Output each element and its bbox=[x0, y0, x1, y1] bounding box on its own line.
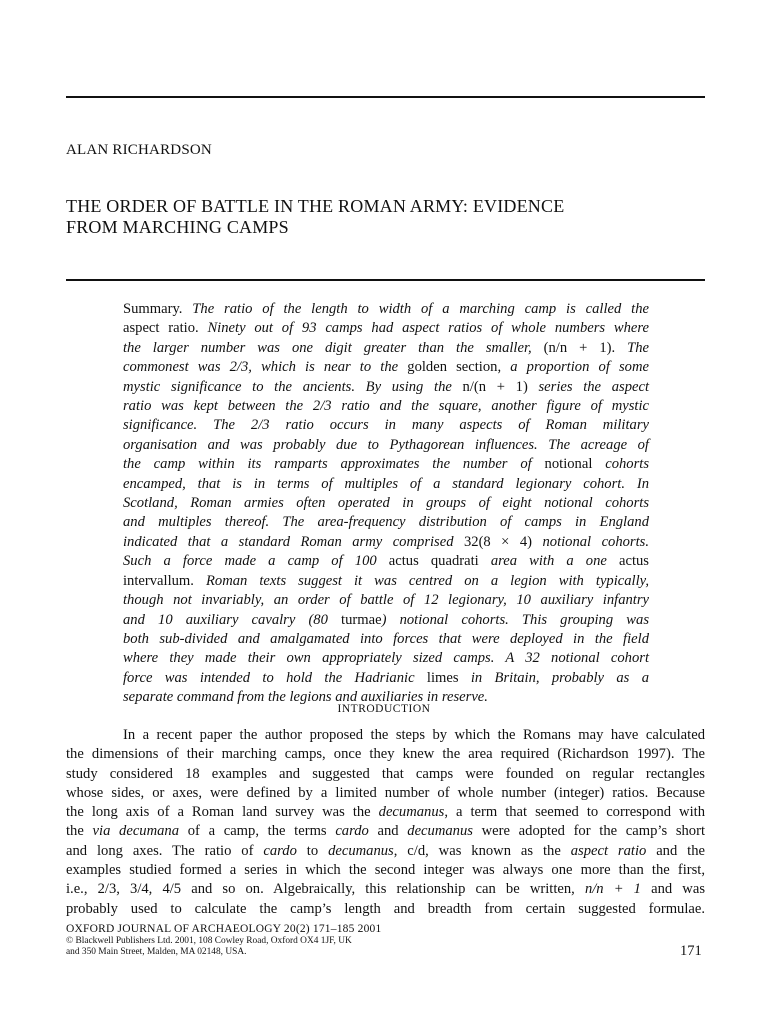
intro-line bbox=[66, 822, 705, 841]
intro-text-run: cardo bbox=[263, 842, 307, 859]
intro-text-run: examples studied formed a series in which the second integer was always one more than the first, bbox=[66, 862, 705, 879]
intro-line bbox=[66, 745, 705, 764]
section-heading-introduction: INTRODUCTION bbox=[337, 703, 431, 715]
intro-line bbox=[66, 861, 705, 880]
intro-text-run: aspect ratio bbox=[570, 842, 657, 859]
intro-line bbox=[66, 900, 705, 919]
summary-text-run: where they made their own appropriately sized camps. A 32 notional cohort bbox=[123, 650, 649, 667]
publisher-info bbox=[66, 936, 352, 958]
summary-text-run: golden section bbox=[407, 359, 498, 376]
summary-text-run: n/(n + 1) bbox=[462, 378, 539, 395]
summary-line bbox=[123, 436, 649, 455]
summary-text-run: cohorts bbox=[605, 456, 650, 473]
summary-text-run: series the aspect bbox=[538, 378, 650, 395]
summary-line bbox=[123, 397, 649, 416]
intro-text-run: n/n + 1 bbox=[584, 881, 652, 898]
intro-text-run: and the bbox=[656, 842, 706, 859]
intro-text-run: the dimensions of their marching camps, once they knew the area required (Richardson 1997). The bbox=[66, 746, 705, 763]
title-line: THE ORDER OF BATTLE IN THE ROMAN ARMY: EVIDENCE bbox=[66, 196, 565, 216]
title-line: FROM MARCHING CAMPS bbox=[66, 217, 289, 237]
summary-text-run: mystic significance to the ancients. By using the bbox=[123, 378, 463, 395]
summary-text-run: though not invariably, an order of battle of 12 legionary, 10 auxiliary infantry bbox=[123, 592, 649, 609]
summary-line bbox=[123, 455, 649, 474]
publisher-line: © Blackwell Publishers Ltd. 2001, 108 Cowley Road, Oxford OX4 1JF, UK bbox=[66, 936, 352, 946]
summary-line bbox=[123, 513, 649, 532]
summary-text-run: Ninety out of 93 camps had aspect ratios of whole numbers where bbox=[207, 320, 649, 337]
summary-text-run: the larger number was one digit greater than the smaller, bbox=[123, 339, 544, 356]
summary-text-run: in Britain, probably as a bbox=[470, 669, 649, 686]
summary-line bbox=[123, 533, 649, 552]
summary-text-run: Summary. bbox=[123, 301, 183, 317]
intro-text-run: to bbox=[306, 842, 329, 859]
summary-text-run: notional cohorts. bbox=[542, 533, 649, 550]
introduction-body bbox=[66, 726, 705, 919]
intro-text-run: , a term that seemed to correspond with bbox=[444, 804, 705, 821]
page-number: 171 bbox=[680, 943, 702, 959]
title-rule bbox=[66, 279, 705, 281]
intro-text-run: the long axis of a Roman land survey was the bbox=[66, 804, 379, 821]
summary-line bbox=[123, 339, 649, 358]
summary-text-run: organisation and was probably due to Pythagorean influences. The acreage of bbox=[123, 436, 649, 453]
summary-line bbox=[123, 494, 649, 513]
summary-line bbox=[123, 416, 649, 435]
summary-line bbox=[123, 358, 649, 377]
intro-text-run: In a recent paper the author proposed the steps by which the Romans may have calculated bbox=[123, 727, 705, 743]
summary-text-run: and multiples thereof. The area-frequency distribution of camps in England bbox=[123, 514, 649, 531]
intro-text-run: and bbox=[377, 823, 408, 840]
intro-text-run: decumanus bbox=[328, 842, 394, 859]
summary-text-run: notional bbox=[544, 456, 606, 473]
summary-text-run: intervallum. bbox=[123, 572, 206, 589]
summary-text-run: Scotland, Roman armies often operated in groups of eight notional cohorts bbox=[123, 495, 649, 512]
intro-line bbox=[66, 803, 705, 822]
intro-text-run: were adopted for the camp’s short bbox=[481, 823, 706, 840]
intro-text-run: and long axes. The ratio of bbox=[66, 842, 264, 859]
intro-line bbox=[66, 880, 705, 899]
summary-text-run: indicated that a standard Roman army comprised bbox=[123, 533, 464, 550]
intro-text-run: and was bbox=[651, 881, 706, 898]
summary-text-run: and 10 auxiliary cavalry (80 bbox=[123, 611, 342, 628]
summary-line bbox=[123, 300, 649, 319]
summary-text-run: turmae bbox=[341, 611, 382, 628]
summary-line bbox=[123, 630, 649, 649]
summary-text-run: Such a force made a camp of 100 bbox=[123, 553, 389, 570]
summary-line bbox=[123, 591, 649, 610]
intro-text-run: , c/d, was known as the bbox=[393, 842, 571, 859]
summary-line bbox=[123, 319, 649, 338]
author-name: ALAN RICHARDSON bbox=[66, 142, 212, 158]
intro-text-run: decumanus bbox=[378, 804, 445, 821]
journal-citation: OXFORD JOURNAL OF ARCHAEOLOGY 20(2) 171–185 2001 bbox=[66, 923, 382, 935]
summary-text-run: The ratio of the length to width of a marching camp is called the bbox=[182, 301, 649, 317]
summary-line bbox=[123, 378, 649, 397]
intro-line bbox=[66, 726, 705, 745]
top-rule bbox=[66, 96, 705, 98]
summary-text-run: ratio was kept between the 2/3 ratio and the square, another figure of mystic bbox=[123, 398, 649, 415]
intro-text-run: probably used to calculate the camp’s length and breadth from certain suggested formulae. bbox=[66, 900, 705, 917]
summary-text-run: The bbox=[627, 339, 649, 356]
intro-line bbox=[66, 765, 705, 784]
summary-text-run: significance. The 2/3 ratio occurs in many aspects of Roman military bbox=[123, 417, 649, 434]
summary-line bbox=[123, 475, 649, 494]
publisher-line: and 350 Main Street, Malden, MA 02148, USA. bbox=[66, 947, 247, 957]
intro-text-run: of a camp, the terms bbox=[187, 823, 336, 840]
intro-text-run: cardo bbox=[335, 823, 378, 840]
summary-line bbox=[123, 611, 649, 630]
summary-text-run: separate command from the legions and auxiliaries in reserve. bbox=[123, 689, 488, 706]
summary-text-run: both sub-divided and amalgamated into forces that were deployed in the field bbox=[123, 630, 649, 647]
summary-text-run: , a proportion of some bbox=[497, 359, 649, 376]
summary-text-run: force was intended to hold the Hadrianic bbox=[123, 669, 427, 686]
summary-text-run: encamped, that is in terms of multiples of a standard legionary cohort. In bbox=[123, 475, 649, 492]
summary-text-run: actus quadrati bbox=[388, 553, 491, 570]
summary-line bbox=[123, 572, 649, 591]
summary-text-run: 32(8 × 4) bbox=[463, 533, 543, 550]
intro-line bbox=[66, 784, 705, 803]
summary-text-run: ) notional cohorts. This grouping was bbox=[381, 611, 649, 628]
summary-line bbox=[123, 669, 649, 688]
intro-text-run: i.e., 2/3, 3/4, 4/5 and so on. Algebraically, this relationship can be written, bbox=[66, 881, 585, 898]
intro-text-run: the bbox=[66, 823, 93, 840]
summary-text-run: the camp within its ramparts approximates the number of bbox=[123, 456, 545, 473]
intro-text-run: whose sides, or axes, were defined by a limited number of whole number (integer) ratios. Because bbox=[66, 784, 705, 801]
summary-abstract bbox=[123, 300, 649, 708]
summary-text-run: actus bbox=[619, 553, 649, 570]
summary-text-run: area with a one bbox=[490, 553, 619, 570]
summary-text-run: limes bbox=[426, 669, 471, 686]
intro-text-run: via decumana bbox=[92, 823, 188, 840]
intro-text-run: study considered 18 examples and suggested that camps were founded on regular rectangles bbox=[66, 765, 705, 782]
summary-text-run: (n/n + 1). bbox=[543, 339, 628, 356]
intro-line bbox=[66, 842, 705, 861]
summary-line bbox=[123, 649, 649, 668]
summary-line bbox=[123, 552, 649, 571]
summary-text-run: commonest was 2/3, which is near to the bbox=[123, 359, 408, 376]
article-title bbox=[66, 196, 706, 238]
summary-text-run: aspect ratio. bbox=[123, 320, 208, 337]
summary-text-run: Roman texts suggest it was centred on a legion with typically, bbox=[205, 572, 649, 589]
intro-text-run: decumanus bbox=[407, 823, 482, 840]
